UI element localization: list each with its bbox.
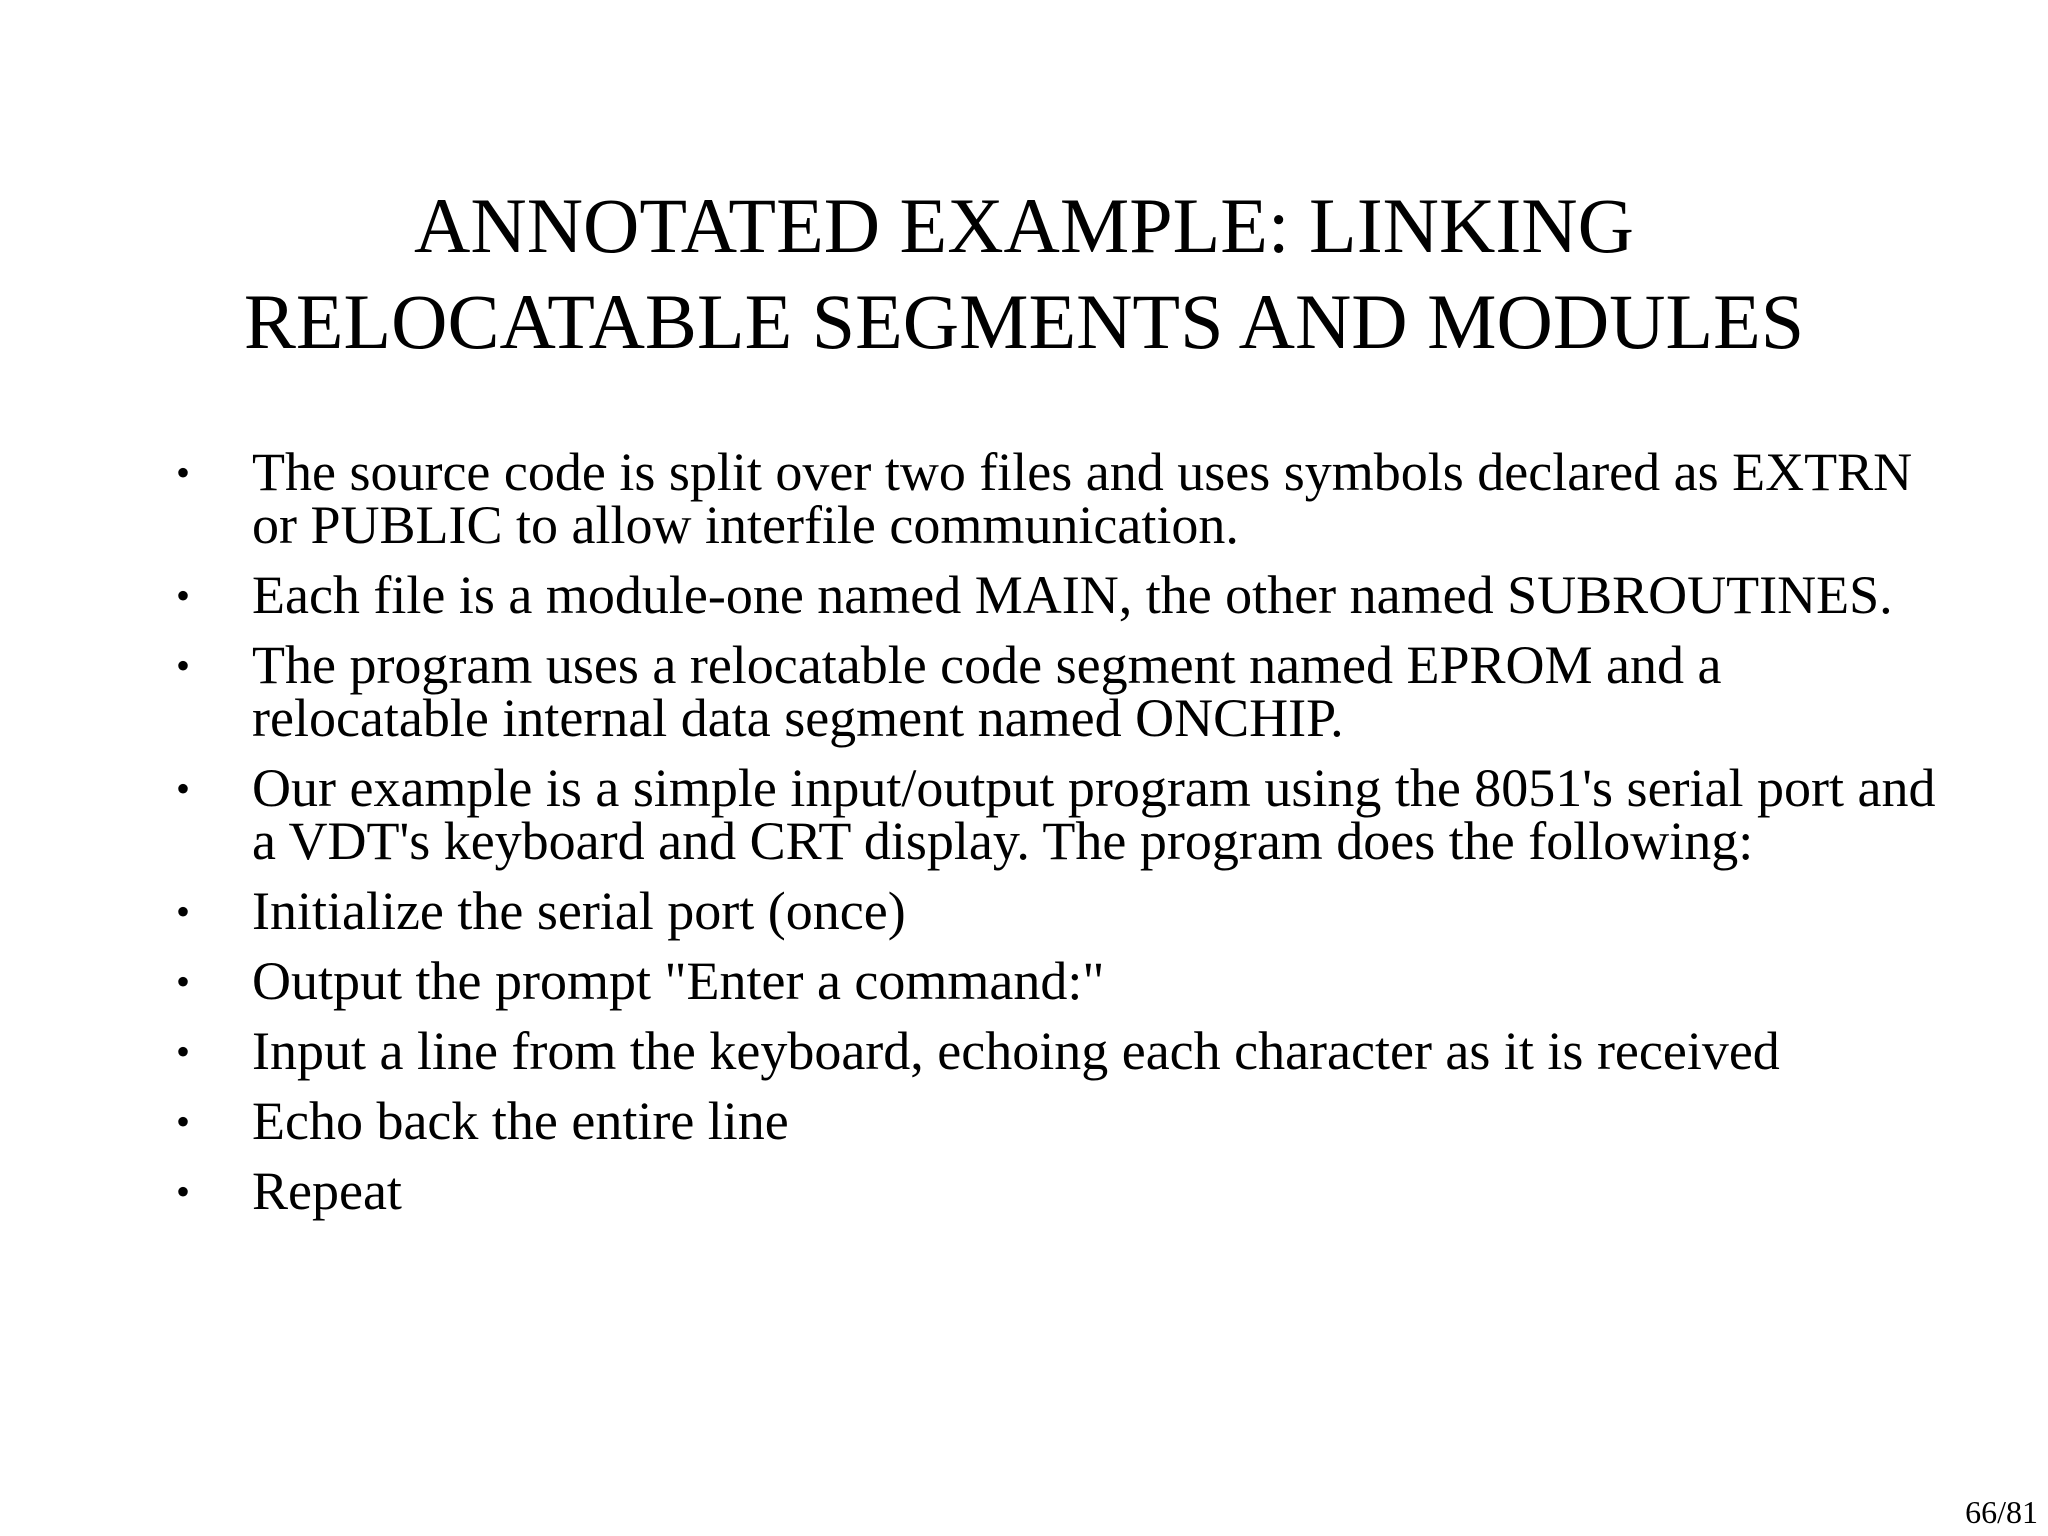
- bullet-icon: •: [176, 1169, 191, 1214]
- bullet-item: [0, 1161, 1950, 1221]
- bullet-icon: •: [176, 1099, 191, 1144]
- bullet-item: [0, 758, 1950, 871]
- bullet-item: [0, 635, 1950, 748]
- bullet-text: Echo back the entire line: [252, 1091, 789, 1151]
- bullet-icon: •: [176, 1029, 191, 1074]
- bullet-item: [0, 442, 1950, 555]
- bullet-text: Our example is a simple input/output program using the 8051's serial port and a VDT's keyboard and CRT display. The program does the following:: [252, 758, 1936, 871]
- slide-title-line-1: ANNOTATED EXAMPLE: LINKING: [414, 182, 1634, 269]
- bullet-text: The program uses a relocatable code segment named EPROM and a relocatable internal data segment named ONCHIP.: [252, 635, 1722, 748]
- bullet-item: [0, 1021, 1950, 1081]
- bullet-item: [0, 951, 1950, 1011]
- bullet-list: [0, 442, 1950, 1235]
- bullet-icon: •: [176, 450, 191, 495]
- bullet-icon: •: [176, 643, 191, 688]
- bullet-item: [0, 565, 1950, 625]
- bullet-item: [0, 881, 1950, 941]
- bullet-text: Input a line from the keyboard, echoing each character as it is received: [252, 1021, 1780, 1081]
- bullet-text: Initialize the serial port (once): [252, 881, 906, 941]
- bullet-item: [0, 1091, 1950, 1151]
- bullet-text: Each file is a module-one named MAIN, the other named SUBROUTINES.: [252, 565, 1893, 625]
- page-number: 66/81: [1965, 1494, 2038, 1530]
- bullet-icon: •: [176, 959, 191, 1004]
- bullet-icon: •: [176, 573, 191, 618]
- slide-title-line-2: RELOCATABLE SEGMENTS AND MODULES: [243, 278, 1805, 365]
- bullet-text: The source code is split over two files and uses symbols declared as EXTRN or PUBLIC to allow interfile communication.: [252, 442, 1913, 555]
- bullet-icon: •: [176, 889, 191, 934]
- slide-title: [100, 178, 1948, 370]
- bullet-icon: •: [176, 766, 191, 811]
- bullet-text: Output the prompt "Enter a command:": [252, 951, 1105, 1011]
- bullet-text: Repeat: [252, 1161, 402, 1221]
